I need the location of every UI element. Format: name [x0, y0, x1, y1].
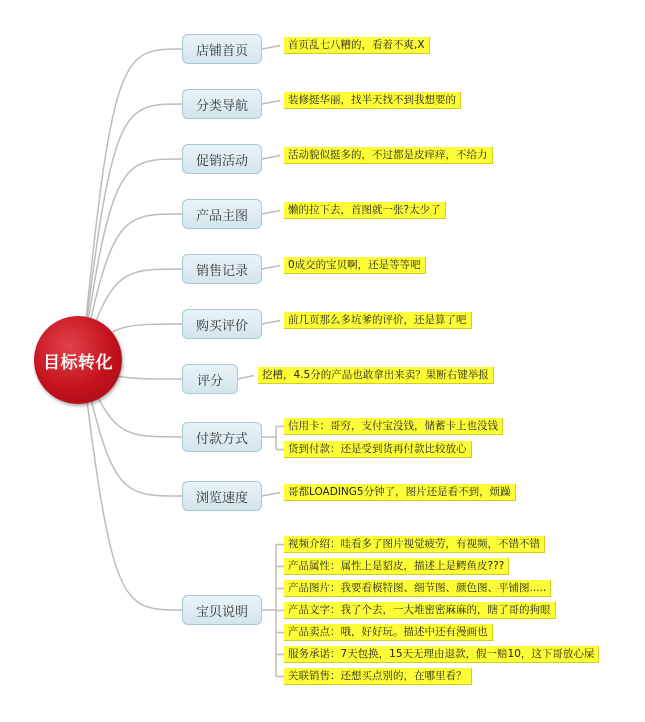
note: 前几页那么多坑爹的评价，还是算了吧 [284, 312, 472, 329]
note-connector [262, 156, 280, 160]
topic-promotions[interactable] [182, 144, 262, 174]
branch-line [82, 49, 182, 360]
topic-label: 产品主图 [195, 208, 248, 224]
topic-label: 评分 [196, 373, 223, 389]
note: 哥都LOADING5分钟了，图片还是看不到，烦躁 [284, 484, 516, 501]
note-connector [262, 211, 280, 215]
root-topic-label: 目标转化 [43, 352, 113, 373]
note: 货到付款：还是受到货再付款比较放心 [284, 441, 472, 458]
note: 懒的拉下去，首图就一张?太少了 [284, 202, 446, 219]
note-connector [262, 46, 280, 50]
topic-label: 销售记录 [195, 263, 248, 279]
note: 产品文字：我了个去，一大堆密密麻麻的，瞎了哥的狗眼 [284, 602, 556, 619]
note: 产品卖点：哦，好好玩。描述中还有漫画也 [284, 624, 493, 641]
root-topic[interactable] [34, 316, 122, 404]
note-connector [238, 376, 254, 380]
topic-sales-records[interactable] [182, 254, 262, 284]
topic-label: 店铺首页 [195, 43, 248, 59]
topic-label: 付款方式 [195, 431, 248, 447]
topic-payment-methods[interactable] [182, 422, 262, 452]
topic-label: 浏览速度 [195, 490, 248, 506]
note: 产品属性：属性上是貂皮，描述上是鳄鱼皮??? [284, 558, 509, 575]
topic-store-homepage[interactable] [182, 34, 262, 64]
note: 0成交的宝贝啊，还是等等吧 [284, 257, 426, 274]
note: 挖槽，4.5分的产品也敢拿出来卖？果断右键举报 [258, 367, 494, 384]
note: 装修挺华丽，找半天找不到我想要的 [284, 92, 461, 109]
topic-label: 分类导航 [195, 98, 248, 114]
topic-item-description[interactable] [182, 595, 262, 625]
note: 视频介绍：哇看多了图片视觉疲劳，有视频，不错不错 [284, 536, 545, 553]
note-connector [262, 101, 280, 105]
note: 首页乱七八糟的，看着不爽,X [284, 37, 430, 54]
note-connector [262, 321, 280, 325]
note: 服务承诺：7天包换，15天无理由退款，假一赔10，这下哥放心屎 [284, 646, 599, 663]
note-connector [262, 266, 280, 270]
topic-purchase-reviews[interactable] [182, 309, 262, 339]
note: 关联销售：还想买点别的，在哪里看？ [284, 668, 472, 685]
topic-browsing-speed[interactable] [182, 481, 262, 511]
topic-main-product-image[interactable] [182, 199, 262, 229]
note: 产品图片：我要看模特图、细节图、颜色图、平铺图..... [284, 580, 551, 597]
note: 信用卡：哥穷，支付宝没钱，储蓄卡上也没钱 [284, 418, 503, 435]
topic-rating[interactable] [182, 364, 238, 394]
note-connector [262, 493, 280, 497]
topic-label: 促销活动 [195, 153, 248, 169]
topic-label: 购买评价 [195, 318, 248, 334]
topic-label: 宝贝说明 [195, 604, 248, 620]
note: 活动貌似挺多的，不过都是皮痒痒，不给力 [284, 147, 493, 164]
topic-category-navigation[interactable] [182, 89, 262, 119]
